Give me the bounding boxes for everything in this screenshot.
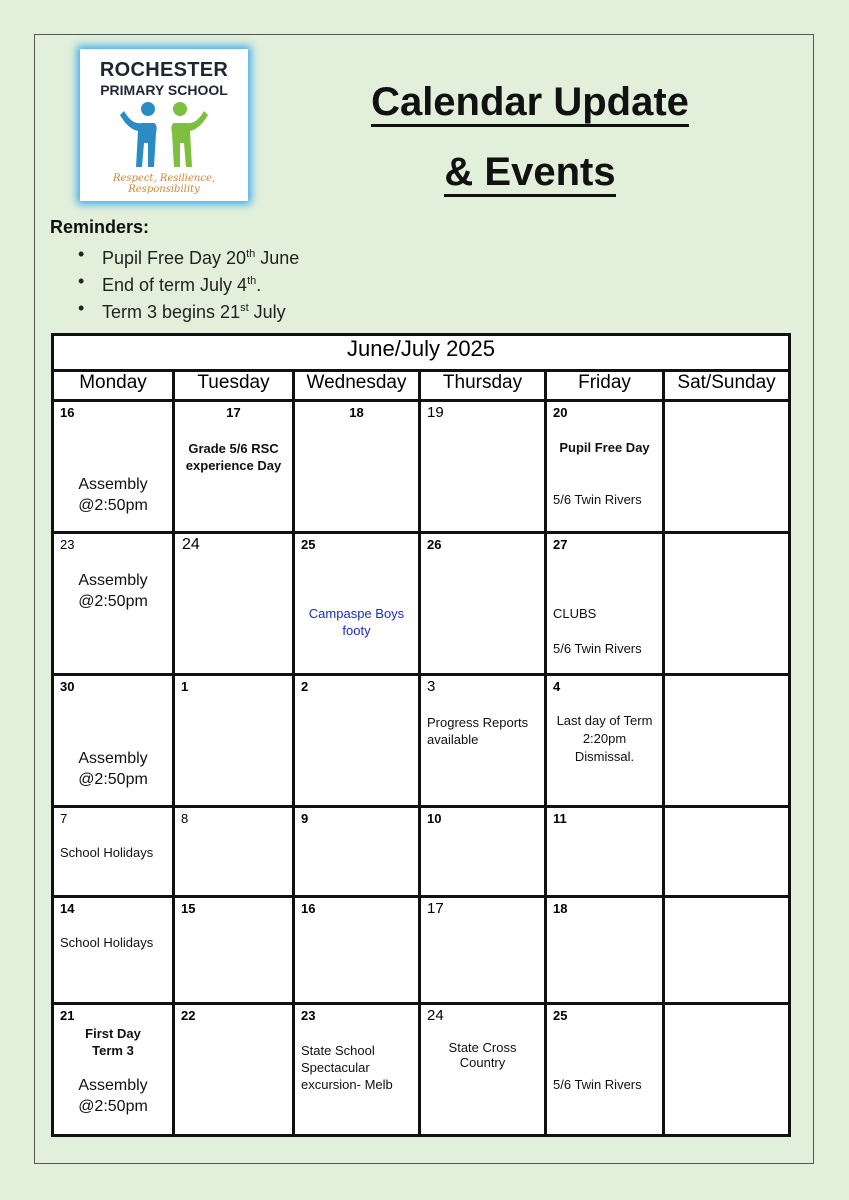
day-number: 26	[427, 537, 442, 552]
day-cell	[174, 401, 294, 533]
holiday-cell	[546, 897, 664, 1004]
event-text: Country	[459, 1055, 506, 1070]
reminders-list	[78, 242, 299, 323]
day-cell	[420, 675, 546, 807]
day-cell	[294, 1004, 420, 1136]
event-school-holidays: School Holidays	[60, 845, 154, 860]
event-assembly: Assembly @2:50pm	[78, 750, 148, 788]
day-header-friday: Friday	[546, 371, 664, 401]
day-number: 15	[181, 901, 196, 916]
day-number: 25	[553, 1008, 568, 1023]
day-number: 23	[60, 537, 75, 552]
day-header-wednesday: Wednesday	[294, 371, 420, 401]
day-number: 21	[60, 1008, 75, 1023]
calendar-table	[51, 333, 791, 1137]
holiday-cell	[546, 807, 664, 897]
holiday-cell	[294, 897, 420, 1004]
event-assembly: Assembly @2:50pm	[78, 572, 148, 610]
day-number: 25	[301, 537, 316, 552]
day-cell	[174, 1004, 294, 1136]
event-text: 5/6 Twin Rivers	[553, 1077, 642, 1092]
logo-school-type: PRIMARY SCHOOL	[100, 82, 228, 98]
day-number: 7	[60, 811, 68, 826]
calendar-week-row	[53, 897, 790, 1004]
day-number: 10	[427, 811, 442, 826]
event-text: Campaspe Boys footy	[308, 606, 405, 638]
page-title	[330, 80, 730, 125]
page-subtitle	[330, 150, 730, 195]
day-number: 4	[553, 679, 561, 694]
day-number: 22	[181, 1008, 196, 1023]
day-cell	[294, 401, 420, 533]
day-number: 2	[301, 679, 309, 694]
day-header-tuesday: Tuesday	[174, 371, 294, 401]
event-text: 5/6 Twin Rivers	[553, 492, 642, 507]
holiday-cell	[174, 897, 294, 1004]
event-assembly: Assembly @2:50pm	[78, 476, 148, 514]
event-text: State School	[301, 1043, 375, 1058]
calendar-week-row	[53, 1004, 790, 1136]
day-cell	[53, 1004, 174, 1136]
day-number: 20	[553, 405, 568, 420]
day-cell	[420, 1004, 546, 1136]
day-cell	[294, 533, 420, 675]
event-first-day: First Day	[85, 1026, 141, 1041]
day-cell	[174, 533, 294, 675]
day-cell	[420, 533, 546, 675]
weekend-cell	[664, 675, 790, 807]
calendar-week-row	[53, 807, 790, 897]
event-text: 5/6 Twin Rivers	[553, 641, 642, 656]
day-number: 16	[60, 405, 75, 420]
holiday-cell	[53, 897, 174, 1004]
event-text: Dismissal.	[574, 749, 635, 764]
event-text: Spectacular	[301, 1060, 370, 1075]
calendar-week-row	[53, 675, 790, 807]
day-cell	[546, 1004, 664, 1136]
calendar-week-row	[53, 533, 790, 675]
day-number: 18	[553, 901, 568, 916]
weekend-cell	[664, 807, 790, 897]
school-logo	[80, 49, 248, 201]
event-pupil-free-day: Pupil Free Day	[559, 440, 650, 455]
reminders-heading: Reminders:	[50, 217, 150, 237]
weekend-cell	[664, 533, 790, 675]
day-number: 14	[60, 901, 75, 916]
day-cell	[174, 675, 294, 807]
day-cell	[546, 533, 664, 675]
day-number: 9	[301, 811, 309, 826]
event-text: 2:20pm	[582, 731, 627, 746]
day-cell	[53, 533, 174, 675]
day-number: 18	[349, 405, 364, 420]
logo-figures-icon	[118, 101, 210, 171]
event-text: available	[427, 732, 479, 747]
reminder-item: • Term 3 begins 21st July	[78, 296, 299, 323]
day-number: 8	[181, 811, 189, 826]
event-assembly: Assembly @2:50pm	[78, 1077, 148, 1115]
event-text: experience Day	[185, 458, 282, 473]
event-school-holidays: School Holidays	[60, 935, 154, 950]
day-number: 17	[226, 405, 241, 420]
day-cell	[294, 675, 420, 807]
title-line-2: & Events	[444, 150, 615, 197]
weekend-cell	[664, 401, 790, 533]
day-cell	[546, 401, 664, 533]
day-number: 24	[182, 536, 200, 553]
last-day-cell	[546, 675, 664, 807]
day-number: 19	[427, 404, 444, 421]
day-number: 1	[181, 679, 189, 694]
day-number: 24	[427, 1007, 444, 1024]
event-clubs: CLUBS	[553, 606, 597, 621]
holiday-cell	[420, 807, 546, 897]
day-header-thursday: Thursday	[420, 371, 546, 401]
event-text: State Cross	[448, 1040, 517, 1055]
day-number: 30	[60, 679, 75, 694]
day-number: 16	[301, 901, 316, 916]
holiday-cell	[53, 807, 174, 897]
event-term-3: Term 3	[92, 1043, 134, 1058]
calendar-month-title: June/July 2025	[53, 335, 790, 371]
logo-school-name: ROCHESTER	[99, 59, 229, 81]
event-text: Grade 5/6 RSC	[188, 441, 279, 456]
event-text: excursion- Melb	[301, 1077, 393, 1092]
day-cell	[53, 401, 174, 533]
day-header-weekend: Sat/Sunday	[664, 371, 790, 401]
holiday-cell	[294, 807, 420, 897]
day-number: 11	[553, 811, 567, 826]
event-text: Last day of Term	[556, 713, 653, 728]
day-cell	[53, 675, 174, 807]
day-cell	[420, 401, 546, 533]
day-number: 27	[553, 537, 568, 552]
holiday-cell	[420, 897, 546, 1004]
weekend-cell	[664, 897, 790, 1004]
calendar-week-row	[53, 401, 790, 533]
weekend-cell	[664, 1004, 790, 1136]
day-number: 17	[427, 900, 444, 917]
event-text: Progress Reports	[427, 715, 529, 730]
reminder-item: • End of term July 4th.	[78, 269, 299, 296]
day-number: 3	[427, 678, 436, 695]
reminder-item: • Pupil Free Day 20th June	[78, 242, 299, 269]
title-line-1: Calendar Update	[371, 80, 689, 127]
day-header-monday: Monday	[53, 371, 174, 401]
logo-motto: Respect, Resilience, Responsibility	[112, 173, 216, 195]
holiday-cell	[174, 807, 294, 897]
day-number: 23	[301, 1008, 316, 1023]
